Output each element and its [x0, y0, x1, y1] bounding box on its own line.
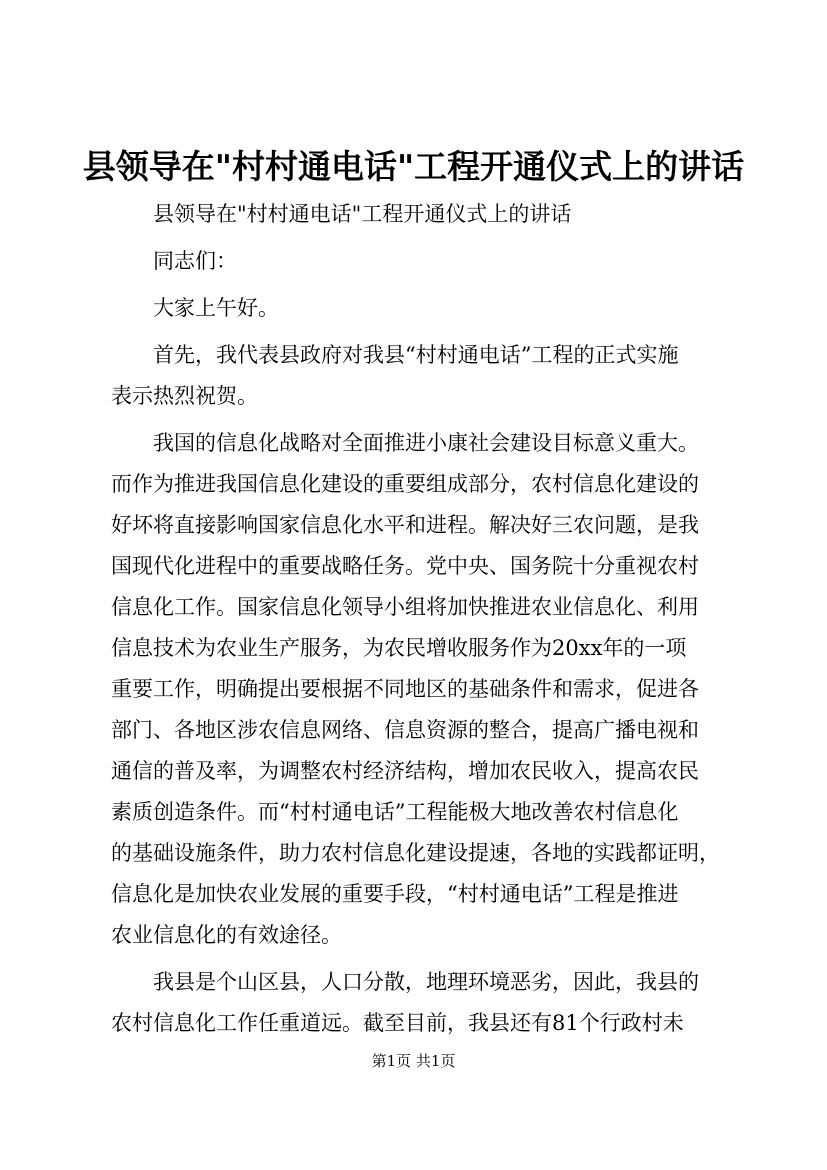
paragraph-line: 素质创造条件。而“村村通电话”工程能极大地改善农村信息化	[111, 800, 679, 824]
paragraph-line: 农村信息化工作任重道远。截至目前，我县还有81个行政村未	[111, 1011, 684, 1035]
paragraph-line: 信息化工作。国家信息化领导小组将加快推进农业信息化、利用	[111, 595, 699, 619]
paragraph-line: 而作为推进我国信息化建设的重要组成部分，农村信息化建设的	[111, 472, 699, 496]
paragraph-salutation	[111, 241, 723, 282]
paragraph-line: 通信的普及率，为调整农村经济结构，增加农民收入，提高农民	[111, 759, 699, 783]
paragraph-greeting	[111, 288, 723, 329]
paragraph-line: 大家上午好。	[153, 296, 279, 320]
paragraph-informatization	[111, 423, 723, 956]
paragraph-line: 我国的信息化战略对全面推进小康社会建设目标意义重大。	[153, 431, 699, 455]
document-title: 县领导在"村村通电话"工程开通仪式上的讲话	[82, 147, 745, 186]
paragraph-congratulations	[111, 335, 723, 417]
paragraph-line: 信息技术为农业生产服务，为农民增收服务作为20xx年的一项	[111, 636, 687, 660]
paragraph-line: 部门、各地区涉农信息网络、信息资源的整合，提高广播电视和	[111, 718, 699, 742]
paragraph-line: 信息化是加快农业发展的重要手段，“村村通电话”工程是推进	[111, 882, 679, 906]
paragraph-line: 首先，我代表县政府对我县“村村通电话”工程的正式实施	[153, 343, 679, 367]
paragraph-subtitle	[111, 194, 723, 235]
paragraph-county-situation	[111, 962, 723, 1044]
paragraph-line: 重要工作，明确提出要根据不同地区的基础条件和需求，促进各	[111, 677, 699, 701]
paragraph-line: 同志们：	[153, 249, 237, 273]
paragraph-line: 的基础设施条件，助力农村信息化建设提速，各地的实践都证明，	[111, 841, 720, 865]
page-number-footer: 第1页 共1页	[371, 1052, 456, 1070]
paragraph-line: 好坏将直接影响国家信息化水平和进程。解决好三农问题，是我	[111, 513, 699, 537]
paragraph-line: 表示热烈祝贺。	[111, 384, 258, 408]
paragraph-line: 我县是个山区县，人口分散，地理环境恶劣，因此，我县的	[153, 970, 699, 994]
paragraph-line: 农业信息化的有效途径。	[111, 923, 342, 947]
paragraph-line: 国现代化进程中的重要战略任务。党中央、国务院十分重视农村	[111, 554, 699, 578]
paragraph-line: 县领导在"村村通电话"工程开通仪式上的讲话	[153, 202, 572, 226]
document-body	[111, 194, 723, 1044]
